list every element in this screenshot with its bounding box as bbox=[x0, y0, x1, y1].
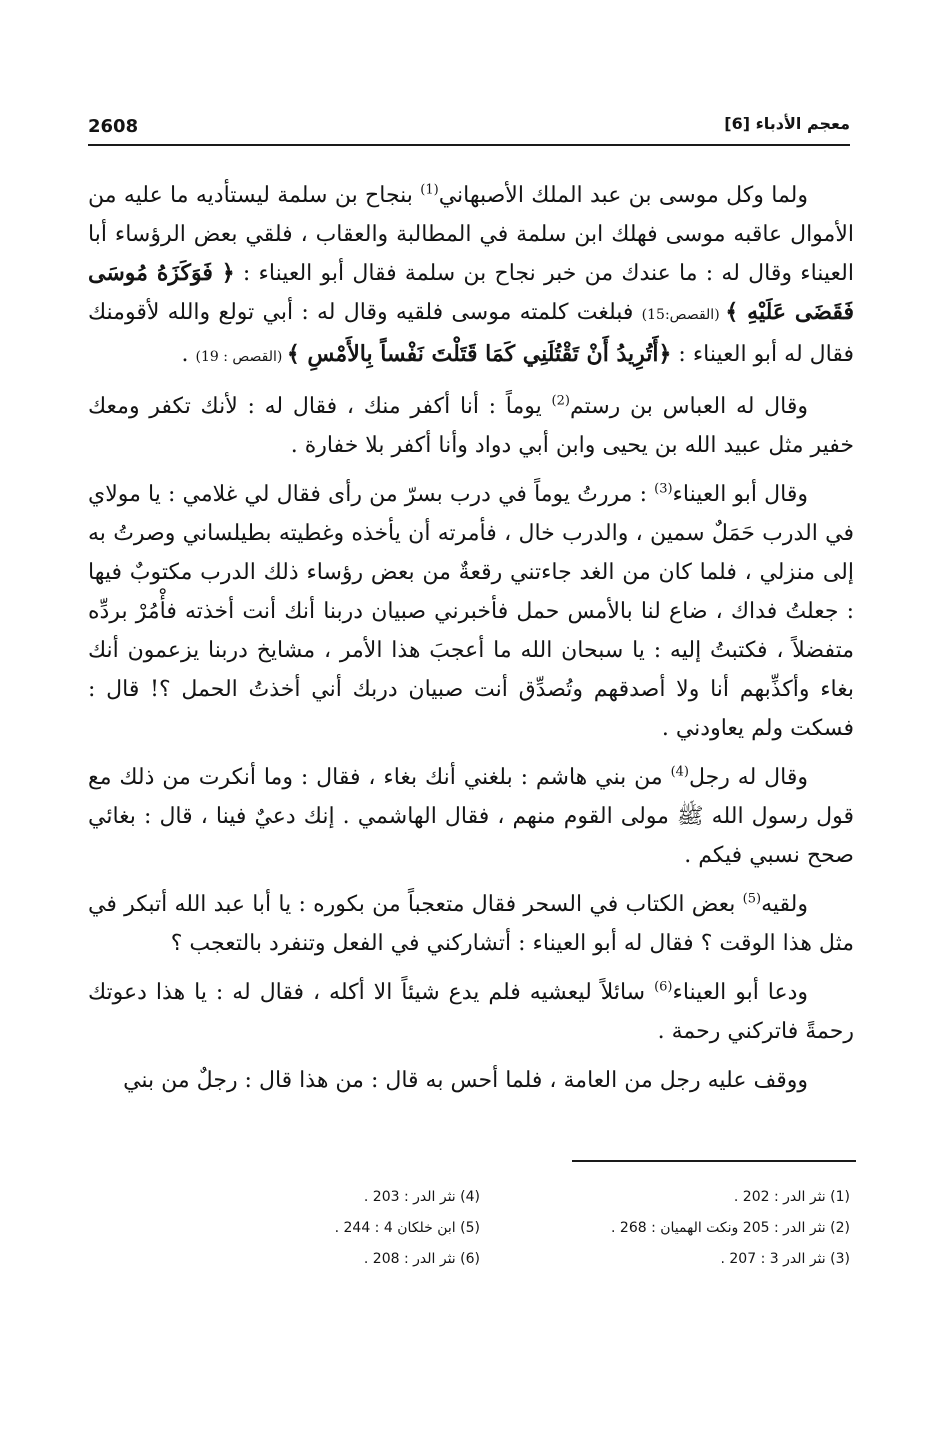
footnotes bbox=[250, 1182, 850, 1275]
text-segment: ودعا أبو العيناء bbox=[672, 980, 809, 1005]
quran-quote: ﴿ فَوَكَزَهُ مُوسَى فَقَضَى عَلَيْهِ ﴾ bbox=[88, 260, 854, 325]
quran-quote: ﴿أَتُرِيدُ أَنْ تَقْتُلَنِي كَمَا قَتَلْتَ نَفْساً بِالأَمْسِ ﴾ bbox=[286, 341, 672, 367]
text-segment: بنجاح بن سلمة ليستأديه ما عليه من الأموال عاقبه موسى فهلك ابن سلمة في المطالبة والعقاب ، فلقي بعض الرؤساء أبا العيناء وقال له : ما عندك من خبر نجاح بن سلمة فقال أبو العيناء : bbox=[88, 183, 854, 286]
running-title: معجم الأدباء [6] bbox=[724, 114, 850, 133]
footnote-divider bbox=[572, 1160, 856, 1162]
text-segment: وقال له العباس بن رستم bbox=[569, 394, 808, 419]
page-number: 2608 bbox=[88, 116, 139, 137]
footnote-marker: (1) bbox=[420, 182, 439, 198]
footnote: (1) نثر الدر : 202 . bbox=[733, 1189, 850, 1205]
footnote-marker: (3) bbox=[654, 481, 673, 497]
text-segment: ولقيه bbox=[761, 892, 808, 917]
paragraph bbox=[88, 1061, 854, 1100]
footnote: (6) نثر الدر : 208 . bbox=[363, 1251, 480, 1267]
footnote: (5) ابن خلكان 4 : 244 . bbox=[334, 1220, 480, 1236]
main-text bbox=[88, 176, 854, 1110]
text-segment: . bbox=[181, 342, 196, 367]
text-segment: ولما وكل موسى بن عبد الملك الأصبهاني bbox=[438, 183, 808, 208]
text-segment: وقال له رجل bbox=[689, 765, 808, 790]
text-segment: فبلغت كلمته موسى فلقيه وقال له : أبي تولع والله لأقومنك فقال له أبو العيناء : bbox=[88, 300, 854, 367]
footnote-marker: (6) bbox=[654, 979, 673, 995]
text-segment: : مررتُ يوماً في درب بسرّ من رأى فقال لي غلامي : يا مولاي في الدرب حَمَلٌ سمين ، والدرب خال ، فأمرته أن يأخذه وغطيته بطيلساني وصرتُ به إلى منزلي ، فلما كان من الغد جاءتني رقعةٌ من بعض رؤساء ذلك الدرب مكتوبٌ فيها : جعلتُ فداك ، ضاع لنا بالأمس حمل فأخبرني صبيان دربنا أنك أنت أخذته فأْمُرْ بردِّه متفضلاً ، فكتبتُ إليه : يا سبحان الله ما أعجبَ هذا الأمر ، مشايخ دربنا يزعمون أنك بغاء وأكذِّبهم أنا ولا أصدقهم وتُصدِّق أنت صبيان دربك أني أخذتُ الحمل ؟! قال : فسكت ولم يعاودني . bbox=[88, 482, 854, 741]
text-segment: يوماً : أنا أكفر منك ، فقال له : لأنك تكفر ومعك خفير مثل عبيد الله بن يحيى وابن أبي دواد وأنا أكفر بلا خفارة . bbox=[88, 394, 854, 458]
footnote: (4) نثر الدر : 203 . bbox=[363, 1189, 480, 1205]
paragraph bbox=[88, 387, 854, 465]
text-segment: ووقف عليه رجل من العامة ، فلما أحس به قال : من هذا قال : رجلٌ من بني bbox=[123, 1068, 808, 1093]
page-header bbox=[88, 112, 850, 146]
text-segment: بعض الكتاب في السحر فقال متعجباً من بكوره : يا أبا عبد الله أتبكر في مثل هذا الوقت ؟ فقال له أبو العيناء : أتشاركني في الفعل وتنفرد بالتعجب ؟ bbox=[88, 892, 854, 956]
text-segment: سائلاً ليعشيه فلم يدع شيئاً الا أكله ، فقال له : يا هذا دعوتك رحمةً فاتركني رحمة . bbox=[88, 980, 854, 1044]
paragraph bbox=[88, 176, 854, 377]
paragraph bbox=[88, 758, 854, 875]
footnote: (2) نثر الدر : 205 ونكت الهميان : 268 . bbox=[611, 1220, 850, 1236]
paragraph bbox=[88, 885, 854, 963]
footnotes-left-column bbox=[250, 1182, 480, 1275]
footnote-marker: (4) bbox=[670, 764, 689, 780]
quran-reference: (القصص : 19) bbox=[195, 349, 287, 365]
quran-reference: (القصص:15) bbox=[641, 307, 726, 323]
text-segment: من بني هاشم : بلغني أنك بغاء ، فقال : وما أنكرت من ذلك مع قول رسول الله ﷺ مولى القوم منهم ، فقال الهاشمي . إنك دعيٌ فينا ، قال : بغائي صحح نسبي فيكم . bbox=[88, 765, 854, 868]
footnotes-right-column bbox=[500, 1182, 850, 1275]
paragraph bbox=[88, 475, 854, 748]
text-segment: وقال أبو العيناء bbox=[672, 482, 808, 507]
paragraph bbox=[88, 973, 854, 1051]
footnote-marker: (5) bbox=[742, 891, 762, 907]
footnote: (3) نثر الدر 3 : 207 . bbox=[720, 1251, 850, 1267]
footnote-marker: (2) bbox=[551, 393, 570, 409]
